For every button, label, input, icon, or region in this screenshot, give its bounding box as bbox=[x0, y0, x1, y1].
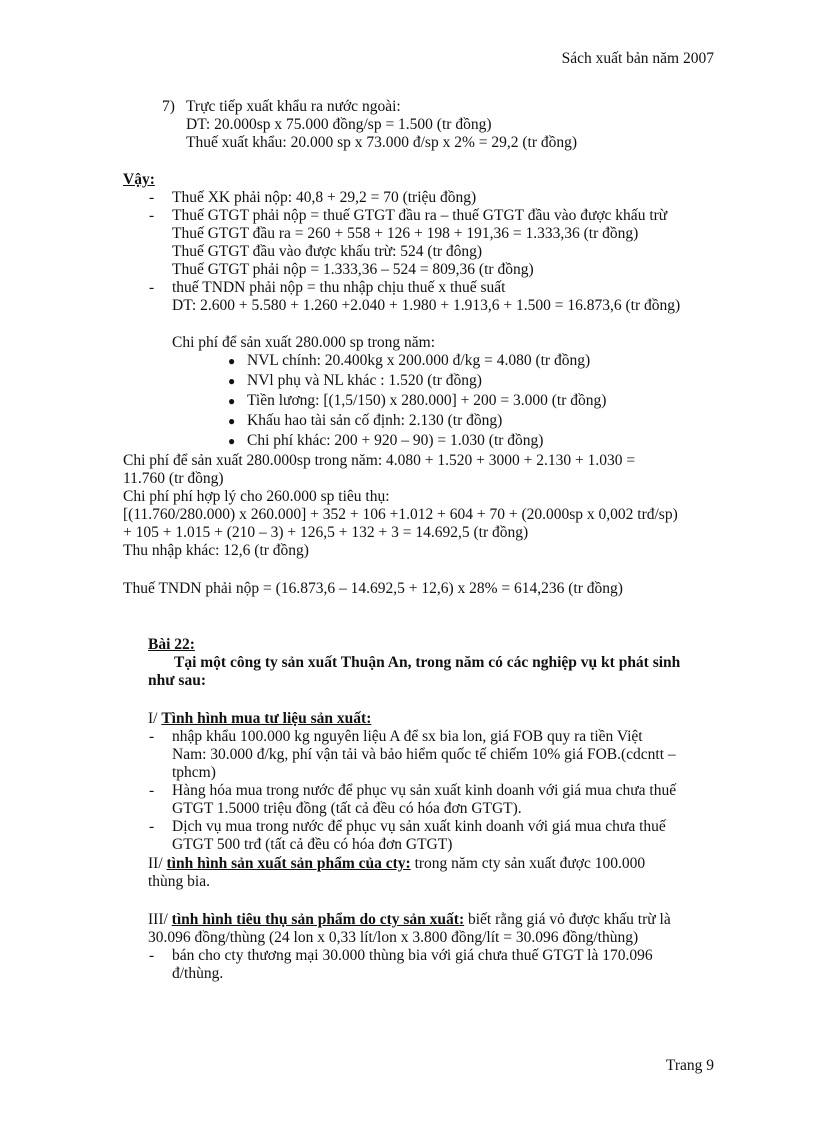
section-title: tình hình tiêu thụ sản phẩm do cty sản xuất: bbox=[171, 911, 465, 928]
bullet-marker: ● bbox=[228, 354, 236, 368]
paragraph-line: Thu nhập khác: 12,6 (tr đồng) bbox=[123, 542, 309, 559]
dash-marker: - bbox=[149, 728, 155, 745]
section-text: 30.096 đồng/thùng (24 lon x 0,33 lít/lon x 3.800 đồng/lít = 30.096 đồng/thùng) bbox=[148, 929, 639, 946]
section-text: thùng bia. bbox=[148, 873, 210, 890]
dash-marker: - bbox=[149, 189, 155, 206]
paragraph-line: Chi phí phí hợp lý cho 260.000 sp tiêu thụ: bbox=[123, 488, 390, 505]
list-item-line: Dịch vụ mua trong nước để phục vụ sản xuất kinh doanh với giá mua chưa thuế bbox=[172, 818, 666, 835]
list-item-line: Hàng hóa mua trong nước để phục vụ sản xuất kinh doanh với giá mua chưa thuế bbox=[172, 782, 677, 799]
page-header-title: Sách xuất bản năm 2007 bbox=[561, 50, 714, 67]
cost-item: Chi phí khác: 200 + 920 – 90) = 1.030 (tr đồng) bbox=[247, 432, 544, 449]
paragraph-line: Chi phí để sản xuất 280.000sp trong năm: 4.080 + 1.520 + 3000 + 2.130 + 1.030 = bbox=[123, 452, 636, 469]
paragraph-line: 11.760 (tr đồng) bbox=[123, 470, 224, 487]
list-item-line: nhập khẩu 100.000 kg nguyên liệu A để sx bia lon, giá FOB quy ra tiền Việt bbox=[172, 728, 643, 745]
section-number: III/ bbox=[148, 911, 172, 928]
section-title: tình hình sản xuất sản phẩm của cty: bbox=[166, 855, 411, 872]
list-item-line: GTGT 1.5000 triệu đồng (tất cả đều có hóa đơn GTGT). bbox=[172, 800, 522, 817]
cost-item: NVl phụ và NL khác : 1.520 (tr đồng) bbox=[247, 372, 482, 389]
cost-item: Tiền lương: [(1,5/150) x 280.000] + 200 = 3.000 (tr đồng) bbox=[247, 392, 607, 409]
summary-line: Thuế GTGT đầu ra = 260 + 558 + 126 + 198 + 191,36 = 1.333,36 (tr đồng) bbox=[172, 225, 639, 242]
list-item-line: bán cho cty thương mại 30.000 thùng bia với giá chưa thuế GTGT là 170.096 bbox=[172, 947, 653, 964]
section7-title: Trực tiếp xuất khẩu ra nước ngoài: bbox=[186, 98, 401, 115]
exercise-title: Bài 22: bbox=[148, 636, 195, 653]
summary-line: Thuế GTGT phải nộp = 1.333,36 – 524 = 809,36 (tr đồng) bbox=[172, 261, 534, 278]
section-text: biết rằng giá vỏ được khấu trừ là bbox=[464, 911, 671, 928]
summary-line: DT: 2.600 + 5.580 + 1.260 +2.040 + 1.980 + 1.913,6 + 1.500 = 16.873,6 (tr đồng) bbox=[172, 297, 681, 314]
cost-item: Khấu hao tài sản cố định: 2.130 (tr đồng) bbox=[247, 412, 503, 429]
section-heading bbox=[148, 710, 371, 728]
summary-line: Thuế GTGT đầu vào được khấu trừ: 524 (tr đông) bbox=[172, 243, 483, 260]
cost-title: Chi phí để sản xuất 280.000 sp trong năm: bbox=[172, 334, 436, 351]
bullet-marker: ● bbox=[228, 414, 236, 428]
list-item-line: Nam: 30.000 đ/kg, phí vận tải và bảo hiểm quốc tế chiếm 10% giá FOB.(cdcntt – bbox=[172, 746, 676, 763]
section7-line-2: Thuế xuất khẩu: 20.000 sp x 73.000 đ/sp x 2% = 29,2 (tr đồng) bbox=[186, 134, 578, 151]
bullet-marker: ● bbox=[228, 374, 236, 388]
section-number: II/ bbox=[148, 855, 167, 872]
cost-item: NVL chính: 20.400kg x 200.000 đ/kg = 4.080 (tr đồng) bbox=[247, 352, 591, 369]
section-title: Tình hình mua tư liệu sản xuất: bbox=[161, 710, 372, 727]
list-item-line: đ/thùng. bbox=[172, 965, 224, 982]
summary-heading: Vậy: bbox=[123, 171, 155, 188]
paragraph-line: + 105 + 1.015 + (210 – 3) + 126,5 + 132 + 3 = 14.692,5 (tr đồng) bbox=[123, 524, 529, 541]
summary-line: Thuế GTGT phải nộp = thuế GTGT đầu ra – thuế GTGT đầu vào được khấu trừ bbox=[172, 207, 668, 224]
dash-marker: - bbox=[149, 818, 155, 835]
section-text: trong năm cty sản xuất được 100.000 bbox=[410, 855, 646, 872]
exercise-intro: như sau: bbox=[148, 672, 206, 689]
paragraph-line: [(11.760/280.000) x 260.000] + 352 + 106 +1.012 + 604 + 70 + (20.000sp x 0,002 trđ/sp) bbox=[123, 506, 678, 523]
exercise-intro: Tại một công ty sản xuất Thuận An, trong năm có các nghiệp vụ kt phát sinh bbox=[174, 654, 681, 671]
section-heading bbox=[148, 855, 645, 873]
bullet-marker: ● bbox=[228, 394, 236, 408]
bullet-marker: ● bbox=[228, 434, 236, 448]
section7-line-1: DT: 20.000sp x 75.000 đồng/sp = 1.500 (tr đồng) bbox=[186, 116, 492, 133]
list-item-line: tphcm) bbox=[172, 764, 216, 781]
dash-marker: - bbox=[149, 207, 155, 224]
section-number: I/ bbox=[148, 710, 162, 727]
item-number: 7) bbox=[162, 98, 175, 115]
section-heading bbox=[148, 911, 671, 929]
list-item-line: GTGT 500 trđ (tất cả đều có hóa đơn GTGT) bbox=[172, 836, 453, 853]
summary-line: Thuế XK phải nộp: 40,8 + 29,2 = 70 (triệu đồng) bbox=[172, 189, 477, 206]
page-number: Trang 9 bbox=[665, 1057, 714, 1074]
dash-marker: - bbox=[149, 782, 155, 799]
paragraph-line: Thuế TNDN phải nộp = (16.873,6 – 14.692,5 + 12,6) x 28% = 614,236 (tr đồng) bbox=[123, 580, 623, 597]
summary-line: thuế TNDN phải nộp = thu nhập chịu thuế x thuế suất bbox=[172, 279, 506, 296]
dash-marker: - bbox=[149, 279, 155, 296]
dash-marker: - bbox=[149, 947, 155, 964]
